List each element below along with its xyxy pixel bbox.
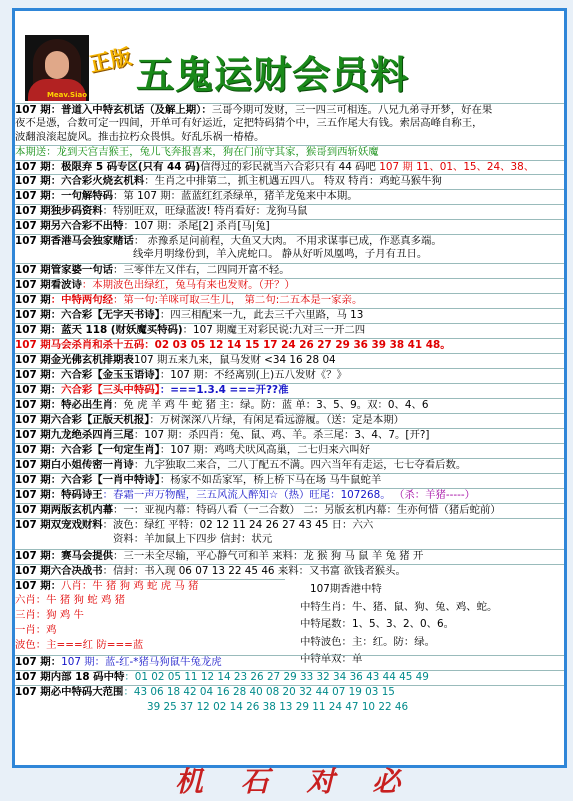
content-panel xyxy=(12,8,567,768)
row-wave-poem: 107 期看波诗：本期波色出绿红，兔马有来也发财。（开？） xyxy=(15,278,564,293)
row-limit-5: 107 期：极限弃 5 码专区(只有 44 码)信得过的彩民就当六合彩只有 44 码吧 107 期 11、01、15、24、38、 xyxy=(15,160,564,175)
row-no-out: 107 期另六合彩不出特：107 期：杀尾[2] 杀肖[马|兔] xyxy=(15,219,564,234)
row-plain-words-3: 波翻浪滚起旋风。推击拉朽众畏惧。好乱乐祸一椿椿。 xyxy=(15,131,265,143)
avatar-face xyxy=(45,51,69,79)
row-heavenly-book: 107 期：六合彩【无字天书诗】：四三相配来一九，此去三千六里路，马 13 xyxy=(15,308,564,323)
row-kill-numbers: 107 期马会杀肖和杀十五码：02 03 05 12 14 15 17 24 26 27 29 36 39 38 41 48。 xyxy=(15,338,564,353)
row-double-pet-2: 资料：羊加鼠上下四步 信封：状元 xyxy=(113,533,273,545)
row-one-zodiac-poem: 107 期：六合彩【一肖中特诗】：杨家不如岳家军，桥上桥下马在场 马牛鼠蛇羊 xyxy=(15,473,564,488)
row-three-heads: 107 期：六合彩【三头中特码】：===1.3.4 ===开??准 xyxy=(15,383,564,398)
row-poem-king: 107 期：特码诗王：春霜一声万物醒，三五风流人醉知☆（热）旺尾：107268。 （杀：羊猪-----） xyxy=(15,488,564,503)
hk-special-tail: 中特尾数：1、5、3、2、0、6。 xyxy=(300,618,454,631)
row-plain-words-2: 夜不是憑，合数可定一四间，开单可有好运近，定把特码猜个中，三五作尾大有钱。索居高峰自称王， xyxy=(15,117,483,129)
hk-special-title: 107期香港中特 xyxy=(310,583,382,595)
row-three-zodiac: 三肖：狗 鸡 牛 xyxy=(15,609,84,621)
hk-special-odd-even: 中特单双：单 xyxy=(300,653,363,666)
row-big-range-2: 39 25 37 12 02 14 26 38 13 29 11 24 47 10 22 46 xyxy=(147,701,409,713)
row-eight-zodiac: 107 期：八肖：牛 猪 狗 鸡 蛇 虎 马 猪 xyxy=(15,579,285,594)
row-must-zodiac: 107 期：特必出生肖：免 虎 羊 鸡 牛 蛇 猪 主：绿。防：蓝 单：3、5、9。双：0、4、6 xyxy=(15,398,564,413)
hk-special-zodiac: 中特生肖：牛、猪、鼠、狗、兔、鸡、蛇。 xyxy=(300,600,498,613)
row-solo: 107 期独步码资料：特别旺双，旺绿蓝波! 特肖看好：龙狗马鼠 xyxy=(15,204,564,219)
row-plain-words: 107 期：普道入中特玄机话（及解上期）：三哥今期可发财，三一四三可相连。八兄九弟寻开梦，好在果 xyxy=(15,103,564,118)
row-six-zodiac: 六肖：牛 猪 狗 蛇 鸡 猪 xyxy=(15,594,126,606)
row-battle-book: 107 期六合决战书：信封：书入现 06 07 13 22 45 46 来料：又书富 欲钱者猴头。 xyxy=(15,564,564,579)
row-gift: 本期送：龙到天宫吉猴王，兔儿飞奔报喜来，狗在门前守其家，猴哥到西斩妖魔 xyxy=(15,145,564,160)
row-nine-dragons: 107 期九龙绝杀四肖三尾：107 期：杀四肖：兔、鼠、鸡、羊。杀三尾：3、4、7。[开?] xyxy=(15,428,564,443)
row-wave-color: 波色：主===红 防===蓝 xyxy=(15,639,144,651)
row-one-zodiac: 一肖：鸡 xyxy=(15,624,57,636)
row-two-versions: 107 期两版玄机内幕：一：亚视内幕：特码八看（一二合数） 二：另版玄机内幕：生亦何惜（猪后蛇前） xyxy=(15,503,564,518)
page-title: 五鬼运财会员料 xyxy=(136,53,410,97)
row-blue-red: 107 期：107 期：蓝-红-*猪马狗鼠牛兔龙虎 xyxy=(15,655,564,670)
row-one-sentence-zodiac: 107 期：六合彩【一句定生肖】：107 期：鸡鸣犬吠风高巢，二七归来六叫好 xyxy=(15,443,564,458)
row-inner-18: 107 期内部 18 码中特：01 02 05 11 12 14 23 26 27 29 33 32 34 36 43 44 45 49 xyxy=(15,670,564,685)
row-fire: 107 期：六合彩火烧玄机料：生肖之中排第二，抓主机遇五四八。 特双 特肖：鸡蛇马猴牛狗 xyxy=(15,174,564,189)
content xyxy=(15,103,564,767)
row-hk-words: 107 期香港马会独家赌话： 赤豫系足问前程，大鱼又大肉。 不用求谋事已成，作恶真多端。 xyxy=(15,234,564,249)
header xyxy=(15,11,564,103)
avatar-watermark: Meav.Siao xyxy=(46,90,87,99)
row-one-sentence: 107 期：一句解特码：第 107 期：蓝蓝红红杀绿单，猪羊龙兔来中本期。 xyxy=(15,189,564,204)
row-hk-words-2: 线牵月明缘份到，羊入虎蛇口。 静从好听凤凰鸣，子月有丑日。 xyxy=(133,248,428,260)
row-heavenly-report: 107 期六合彩【正版天机报】：万树深深八片绿，有闲足看远游履。（送：定是本期） xyxy=(15,413,564,428)
hk-special-color: 中特波色：主：红。防：绿。 xyxy=(300,635,436,648)
row-double-pet: 107 期双宠戏财料：波色：绿红 平特：02 12 11 24 26 27 43 45 日：六六 xyxy=(15,518,564,533)
row-big-range: 107 期必中特码大范围：43 06 18 42 04 16 28 40 08 20 32 44 07 19 03 15 xyxy=(15,685,564,700)
row-jockey-club: 107 期：赛马会提供：三一未全尽输，平心静气可和羊 来料：龙 猴 狗 马 鼠 羊 兔 猪 开 xyxy=(15,549,564,564)
row-miss-white: 107 期白小姐传密一肖诗：九字独取二来合，二八丁配五不满。四六当年有走运，七七夺看后数。 xyxy=(15,458,564,473)
avatar xyxy=(25,35,89,101)
row-golden-buddha: 107 期金光佛玄机排期表107 期五来九来，鼠马发财 <34 16 28 04 xyxy=(15,353,564,368)
row-golden-jade: 107 期：六合彩【金玉玉语诗】：107 期：不经离别(上)五八发财《？》 xyxy=(15,368,564,383)
row-housekeeper: 107 期管家婆一句话：三零伴左又伴右，二四同开富不轻。 xyxy=(15,263,564,278)
genuine-badge: 正版 xyxy=(87,44,134,77)
bottom-calligraphy: 机 石 对 必 xyxy=(175,765,415,798)
row-two-sentences: 107 期：中特两句经：第一句:羊咪可取三生儿， 第二句:二五本是一家亲。 xyxy=(15,293,564,308)
row-blue-sky: 107 期：蓝天 118 (财妖魔买特码)：107 期魔王对彩民说:九对三一开二四 xyxy=(15,323,564,338)
